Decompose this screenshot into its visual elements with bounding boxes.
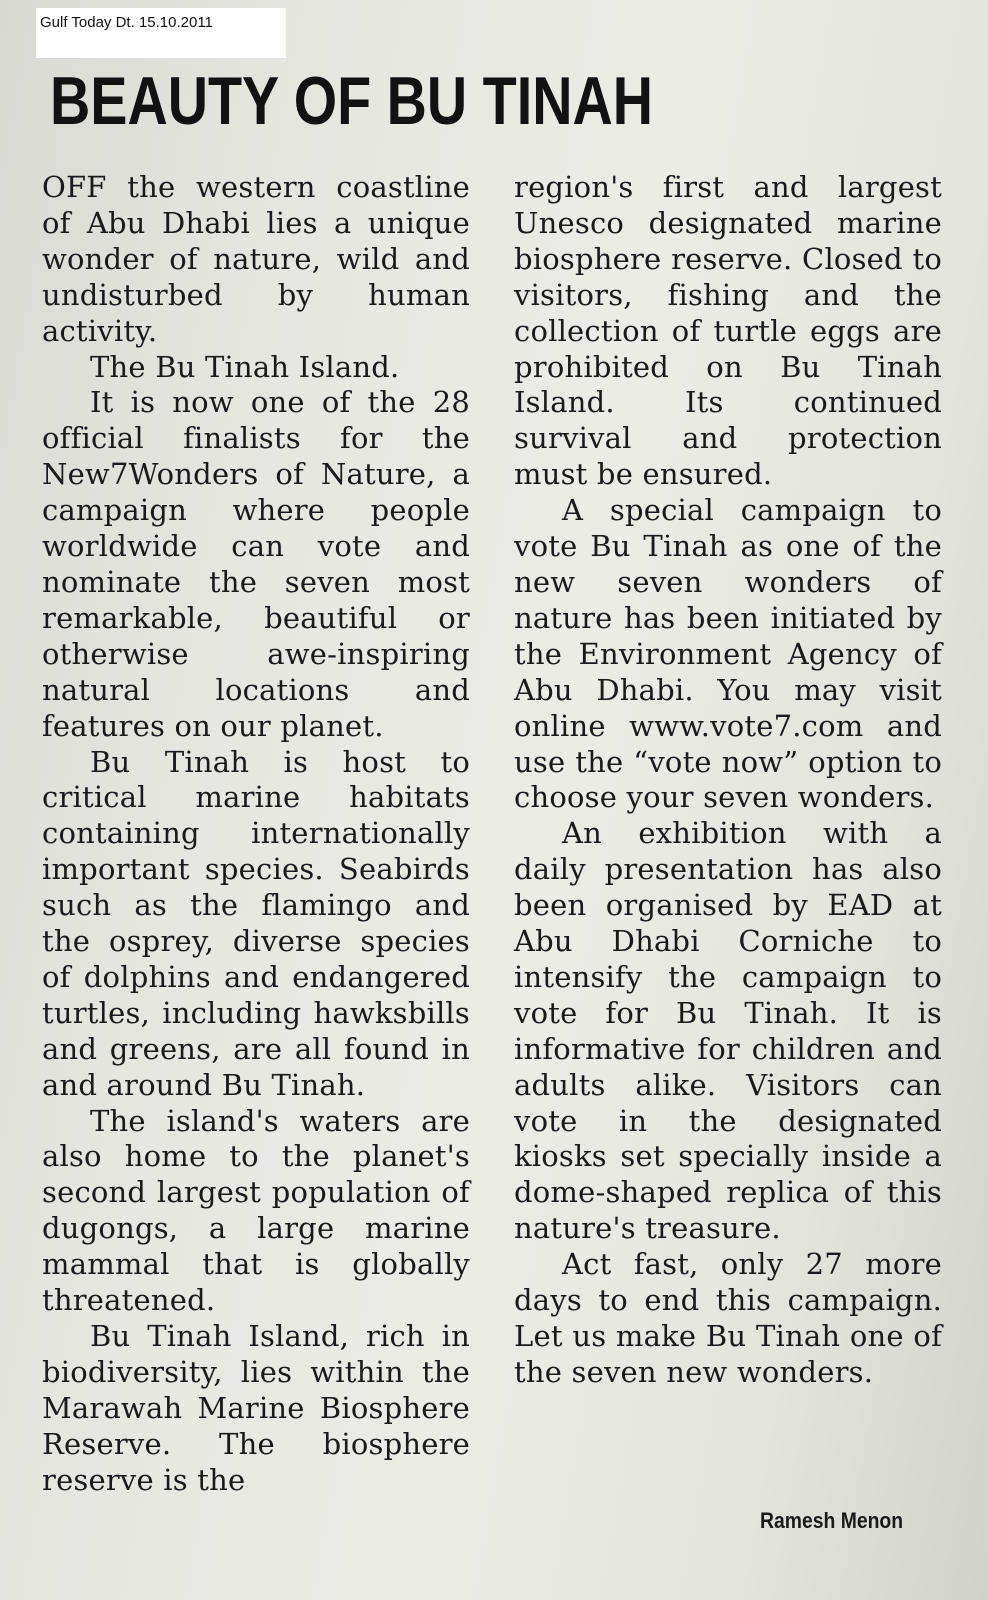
article-column-right	[514, 170, 942, 1391]
paragraph: An exhibition with a daily presentation has also been organised by EAD at Abu Dhabi Corniche to intensify the campaign to vote for Bu Tinah. It is informative for children and adults alike. Visitors can vote in the designated kiosks set specially inside a dome-shaped replica of this nature's treasure.	[514, 816, 942, 1246]
paragraph: It is now one of the 28 official finalists for the New7Wonders of Nature, a campaign where people worldwide can vote and nominate the seven most remarkable, beautiful or otherwise awe-inspiring natural locations and features on our planet.	[42, 385, 470, 743]
article-column-left	[42, 170, 470, 1499]
paragraph: A special campaign to vote Bu Tinah as one of the new seven wonders of nature has been initiated by the Environment Agency of Abu Dhabi. You may visit online www.vote7.com and use the “vote now” option to choose your seven wonders.	[514, 493, 942, 815]
paragraph: The Bu Tinah Island.	[90, 349, 400, 384]
paragraph: Bu Tinah Island, rich in biodiversity, lies within the Marawah Marine Biosphere Reserve. The biosphere reserve is the	[42, 1319, 470, 1497]
paragraph: The island's waters are also home to the planet's second largest population of dugongs, a large marine mammal that is globally threatened.	[42, 1103, 470, 1318]
source-date-label: Gulf Today Dt. 15.10.2011	[36, 8, 286, 58]
headline: BEAUTY OF BU TINAH	[50, 63, 654, 139]
author-byline: Ramesh Menon	[760, 1508, 904, 1533]
paragraph: Act fast, only 27 more days to end this campaign. Let us make Bu Tinah one of the seven new wonders.	[514, 1247, 942, 1389]
paragraph: region's first and largest Unesco designated marine biosphere reserve. Closed to visitors, fishing and the collection of turtle eggs are prohibited on Bu Tinah Island. Its continued survival and protection must be ensured.	[514, 170, 942, 492]
paragraph: OFF the western coastline of Abu Dhabi lies a unique wonder of nature, wild and undisturbed by human activity.	[42, 170, 470, 348]
paragraph: Bu Tinah is host to critical marine habitats containing internationally important species. Seabirds such as the flamingo and the osprey, diverse species of dolphins and endangered turtles, including hawksbills and greens, are all found in and around Bu Tinah.	[42, 744, 470, 1102]
